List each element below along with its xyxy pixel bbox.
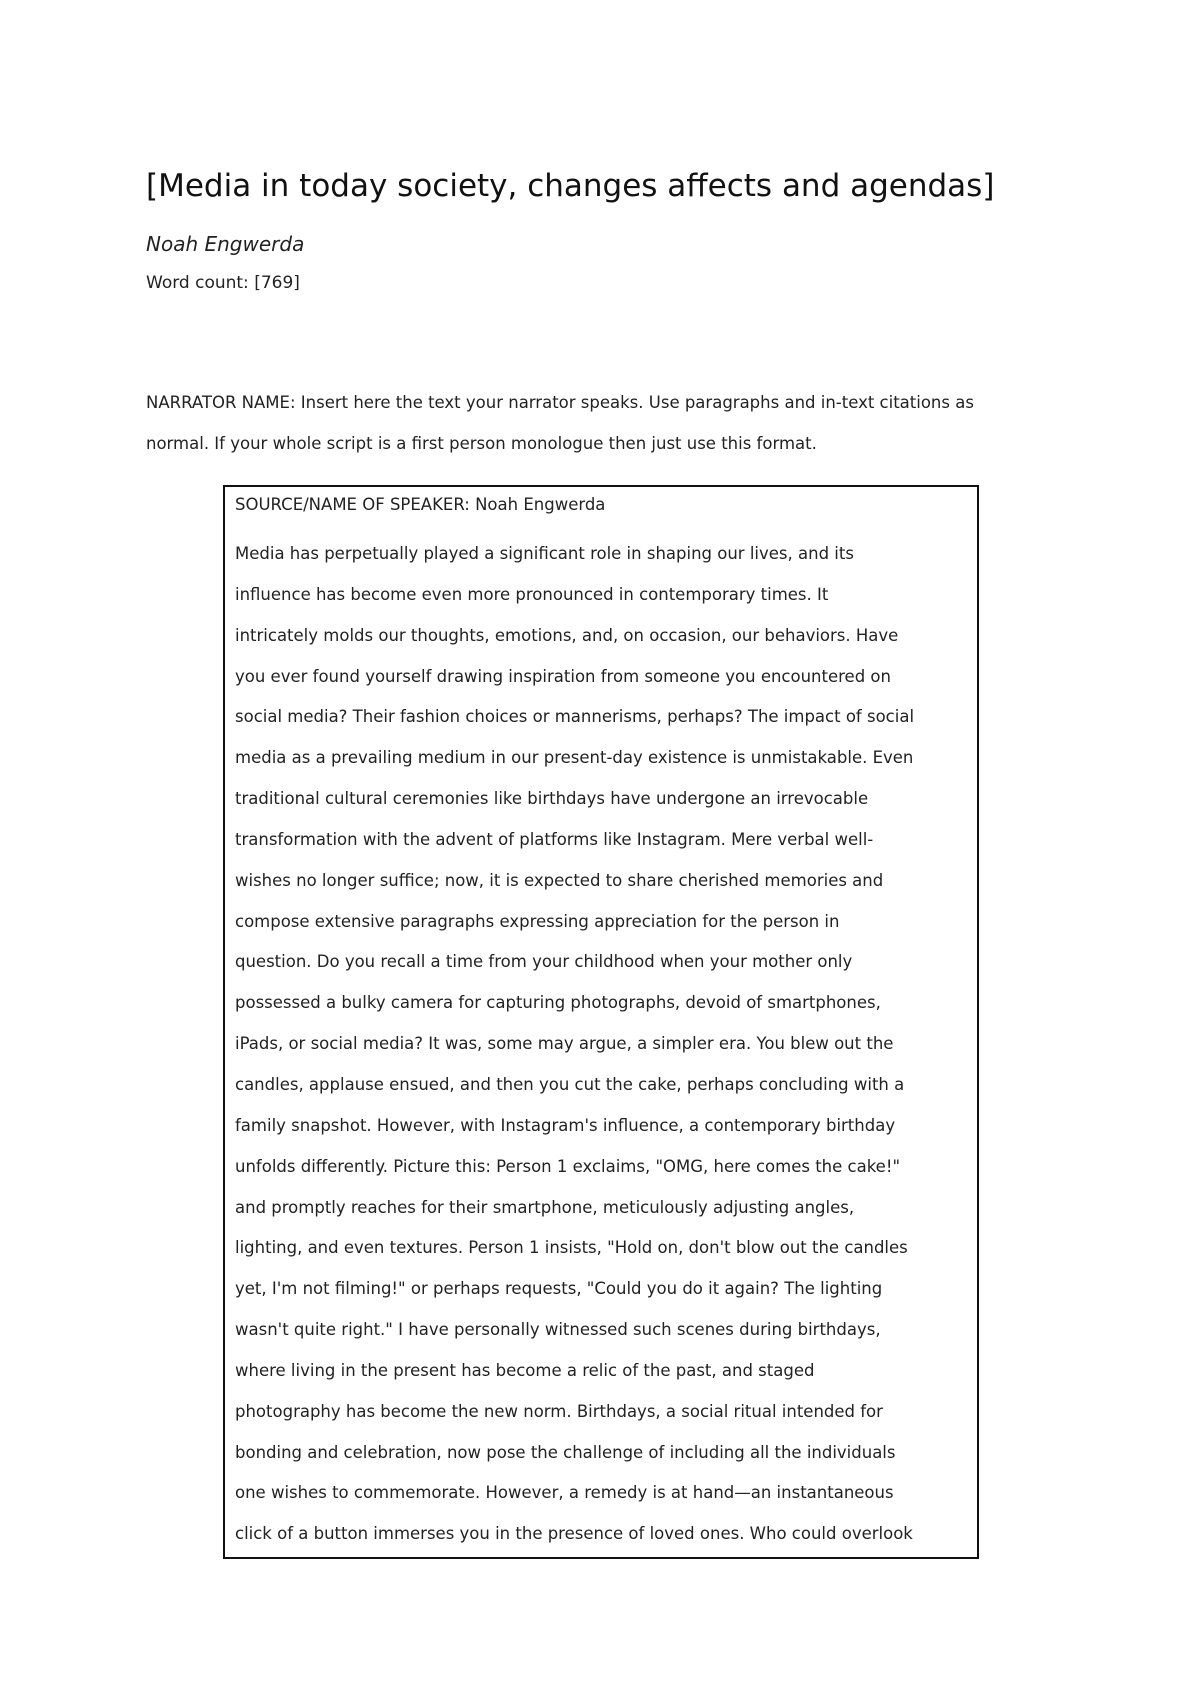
- source-box: [223, 485, 979, 1559]
- source-line: unfolds differently. Picture this: Person 1 exclaims, "OMG, here comes the cake!": [235, 1156, 901, 1176]
- document-title: [Media in today society, changes affects and agendas]: [146, 168, 995, 204]
- source-line: question. Do you recall a time from your childhood when your mother only: [235, 952, 853, 972]
- source-line: possessed a bulky camera for capturing photographs, devoid of smartphones,: [235, 993, 881, 1013]
- source-line: one wishes to commemorate. However, a remedy is at hand—an instantaneous: [235, 1483, 894, 1503]
- source-line: where living in the present has become a relic of the past, and staged: [235, 1360, 815, 1380]
- source-line: wishes no longer suffice; now, it is expected to share cherished memories and: [235, 870, 884, 890]
- source-line: Media has perpetually played a significant role in shaping our lives, and its: [235, 544, 854, 563]
- author-name: Noah Engwerda: [146, 232, 305, 256]
- source-line: candles, applause ensued, and then you cut the cake, perhaps concluding with a: [235, 1074, 905, 1094]
- word-count: Word count: [769]: [146, 273, 300, 293]
- source-line: you ever found yourself drawing inspiration from someone you encountered on: [235, 666, 891, 686]
- narrator-line: normal. If your whole script is a first person monologue then just use this format.: [146, 434, 817, 453]
- source-line: family snapshot. However, with Instagram's influence, a contemporary birthday: [235, 1115, 896, 1135]
- narrator-line: NARRATOR NAME: Insert here the text your narrator speaks. Use paragraphs and in-text citations as: [146, 393, 974, 412]
- source-heading: SOURCE/NAME OF SPEAKER: Noah Engwerda: [235, 495, 606, 514]
- source-line: intricately molds our thoughts, emotions, and, on occasion, our behaviors. Have: [235, 625, 899, 645]
- source-line: bonding and celebration, now pose the challenge of including all the individuals: [235, 1442, 896, 1462]
- source-line: iPads, or social media? It was, some may argue, a simpler era. You blew out the: [235, 1034, 894, 1054]
- source-line: compose extensive paragraphs expressing appreciation for the person in: [235, 911, 840, 931]
- source-line: social media? Their fashion choices or mannerisms, perhaps? The impact of social: [235, 707, 915, 727]
- source-line: influence has become even more pronounced in contemporary times. It: [235, 584, 829, 604]
- source-line: photography has become the new norm. Birthdays, a social ritual intended for: [235, 1401, 883, 1421]
- source-line: wasn't quite right." I have personally witnessed such scenes during birthdays,: [235, 1320, 881, 1340]
- narrator-paragraph: [146, 382, 1066, 464]
- source-line: media as a prevailing medium in our present-day existence is unmistakable. Even: [235, 748, 914, 768]
- source-body: [235, 534, 975, 1555]
- source-line: lighting, and even textures. Person 1 insists, "Hold on, don't blow out the candles: [235, 1238, 908, 1258]
- source-line: transformation with the advent of platforms like Instagram. Mere verbal well-: [235, 829, 874, 849]
- source-line: click of a button immerses you in the presence of loved ones. Who could overlook: [235, 1524, 913, 1544]
- source-line: and promptly reaches for their smartphone, meticulously adjusting angles,: [235, 1197, 855, 1217]
- source-line: traditional cultural ceremonies like birthdays have undergone an irrevocable: [235, 789, 869, 809]
- source-line: yet, I'm not filming!" or perhaps requests, "Could you do it again? The lighting: [235, 1279, 883, 1299]
